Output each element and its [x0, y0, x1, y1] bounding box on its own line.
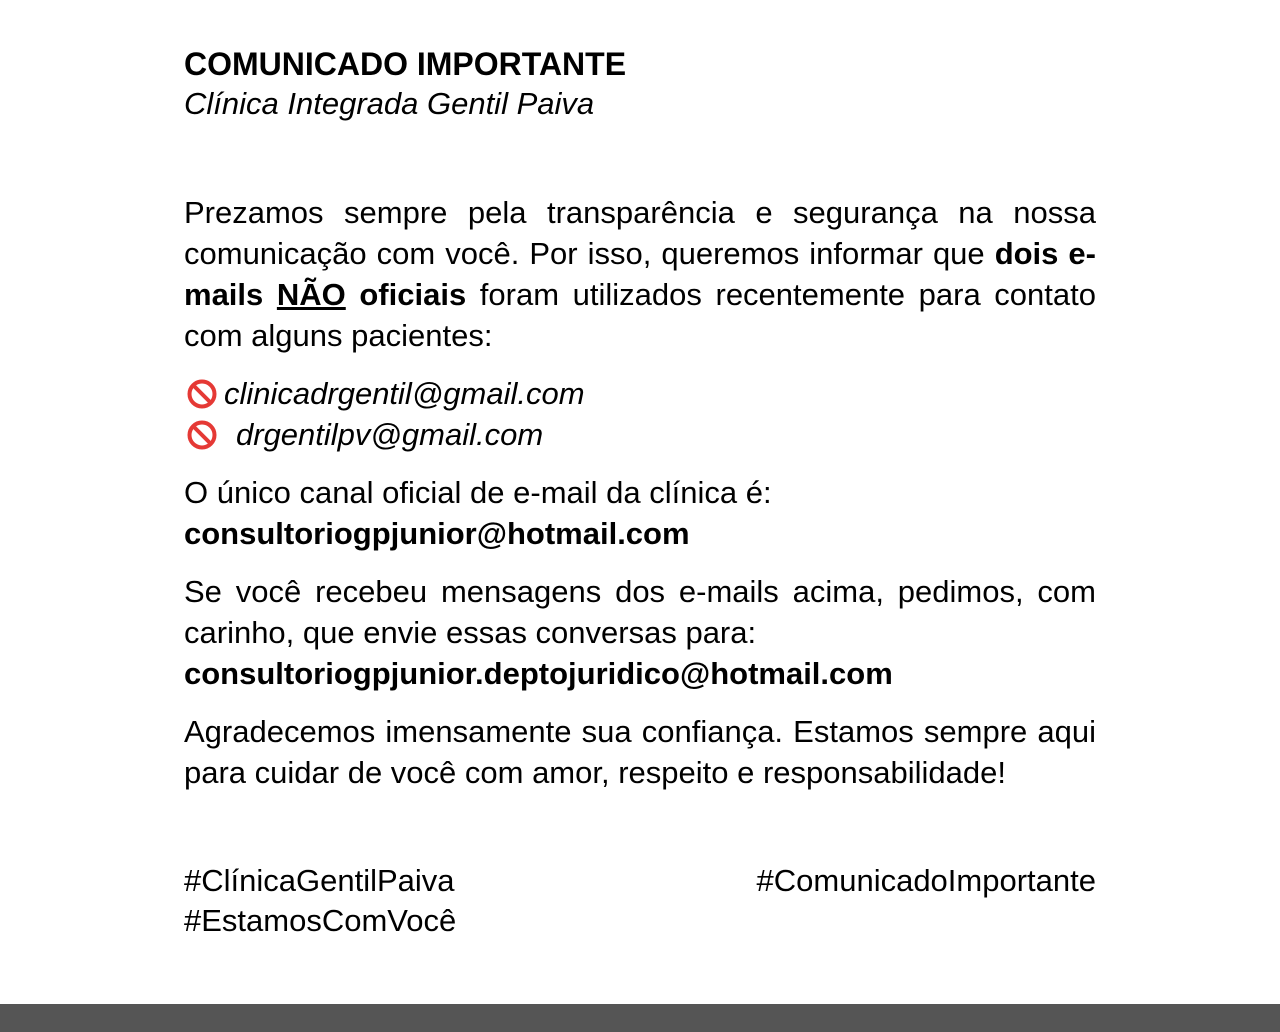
official-email-label: O único canal oficial de e-mail da clínica é: [184, 475, 772, 510]
notice-content [184, 44, 1096, 941]
hashtag-estamos: #EstamosComVocê [184, 903, 457, 938]
hashtag-comunicado: #ComunicadoImportante [756, 863, 1096, 898]
unofficial-email-2: drgentilpv@gmail.com [236, 417, 544, 452]
bottom-bar [0, 1004, 1280, 1032]
unofficial-email-item [184, 373, 1096, 414]
official-email-section [184, 472, 1096, 554]
prohibited-icon [184, 379, 224, 409]
intro-bold-a: dois e-mails [184, 236, 1096, 312]
report-text: Se você recebeu mensagens dos e-mails acima, pedimos, com carinho, que envie essas conversas para: [184, 574, 1096, 650]
intro-text-end: foram utilizados recentemente para contato com alguns pacientes: [184, 277, 1096, 353]
unofficial-email-1: clinicadrgentil@gmail.com [224, 376, 585, 411]
intro-text-start: Prezamos sempre pela transparência e segurança na nossa comunicação com você. Por isso, queremos informar que [184, 195, 1096, 271]
intro-bold-b: oficiais [345, 277, 467, 312]
legal-email: consultoriogpjunior.deptojuridico@hotmail.com [184, 656, 893, 691]
official-email: consultoriogpjunior@hotmail.com [184, 516, 690, 551]
unofficial-email-item [184, 414, 1096, 455]
hashtags [184, 861, 1096, 941]
intro-bold-nao: NÃO [276, 277, 346, 312]
prohibited-icon [184, 420, 236, 450]
clinic-name: Clínica Integrada Gentil Paiva [184, 86, 595, 121]
notice-title: COMUNICADO IMPORTANTE [184, 46, 627, 82]
report-section [184, 571, 1096, 694]
closing-paragraph: Agradecemos imensamente sua confiança. Estamos sempre aqui para cuidar de você com amor, respeito e responsabilidade! [184, 714, 1096, 790]
intro-paragraph [184, 192, 1096, 356]
unofficial-email-list [184, 373, 1096, 455]
hashtag-clinica: #ClínicaGentilPaiva [184, 863, 455, 898]
